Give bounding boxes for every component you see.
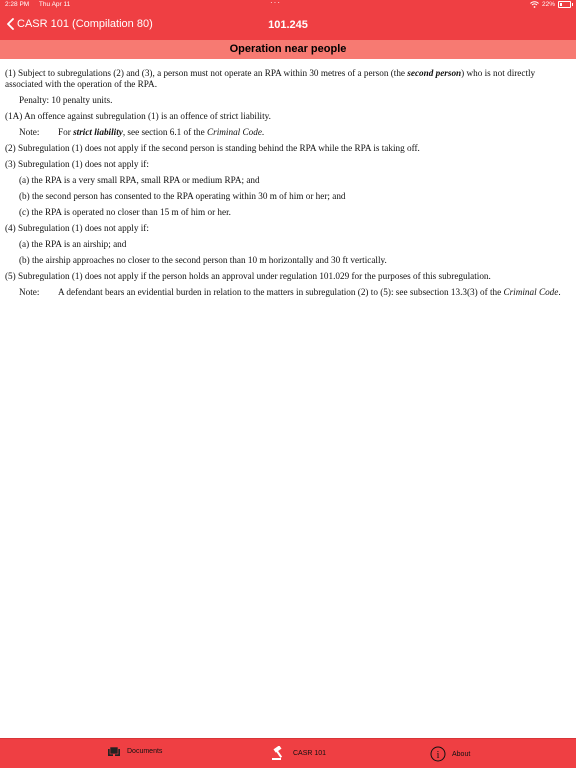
status-date: Thu Apr 11 [38, 1, 71, 8]
subregulation-3: (3) Subregulation (1) does not apply if: [5, 159, 149, 169]
info-icon [430, 746, 446, 762]
subregulation-4b: (b) the airship approaches no closer to the second person than 10 m horizontally and 30 ft vertically. [19, 255, 387, 265]
battery-icon [558, 1, 571, 8]
tab-casr-label: CASR 101 [293, 749, 327, 757]
books-icon [107, 746, 121, 757]
subregulation-3a: (a) the RPA is a very small RPA, small RPA or medium RPA; and [19, 175, 260, 185]
note-label: Note: [19, 287, 40, 297]
tab-documents[interactable] [107, 746, 162, 757]
status-time: 2:28 PM [5, 1, 30, 8]
gavel-icon [271, 746, 287, 760]
subregulation-4: (4) Subregulation (1) does not apply if: [5, 223, 149, 233]
tab-casr[interactable] [271, 746, 326, 760]
tab-about[interactable] [430, 746, 470, 762]
subregulation-3c: (c) the RPA is operated no closer than 15 m of him or her. [19, 207, 231, 217]
subregulation-5: (5) Subregulation (1) does not apply if the person holds an approval under regulation 101.029 for the purposes of this subregulation. [5, 271, 491, 281]
status-bar [0, 0, 576, 11]
subregulation-1: (1) Subject to subregulations (2) and (3), a person must not operate an RPA within 30 metres of a person (the second person) who is not directly associated with the operation of the RPA. [5, 68, 536, 89]
section-title: Operation near people [0, 40, 576, 59]
subregulation-1a: (1A) An offence against subregulation (1) is an offence of strict liability. [5, 111, 271, 121]
note-strict-liability: Note: For strict liability, see section 6.1 of the Criminal Code. [19, 127, 265, 137]
svg-text:i: i [436, 750, 440, 761]
battery-percent: 22% [541, 1, 555, 8]
back-label: CASR 101 (Compilation 80) [17, 18, 153, 30]
note-label: Note: [19, 127, 40, 137]
penalty-text: Penalty: 10 penalty units. [19, 95, 113, 105]
subregulation-2: (2) Subregulation (1) does not apply if the second person is standing behind the RPA while the RPA is taking off. [5, 143, 420, 153]
nav-bar [0, 11, 576, 40]
tab-bar [0, 738, 576, 768]
subregulation-4a: (a) the RPA is an airship; and [19, 239, 127, 249]
regulation-content [5, 68, 565, 303]
tab-about-label: About [452, 750, 471, 758]
multitask-dots-icon: ··· [270, 0, 281, 7]
page-title: 101.245 [268, 19, 308, 31]
tab-documents-label: Documents [127, 748, 163, 755]
subregulation-3b: (b) the second person has consented to the RPA operating within 30 m of him or her; and [19, 191, 346, 201]
wifi-icon [530, 1, 539, 8]
note-evidential-burden: Note: A defendant bears an evidential burden in relation to the matters in subregulation (2) to (5): see subsection 13.3(3) of the Criminal Code. [19, 287, 561, 297]
